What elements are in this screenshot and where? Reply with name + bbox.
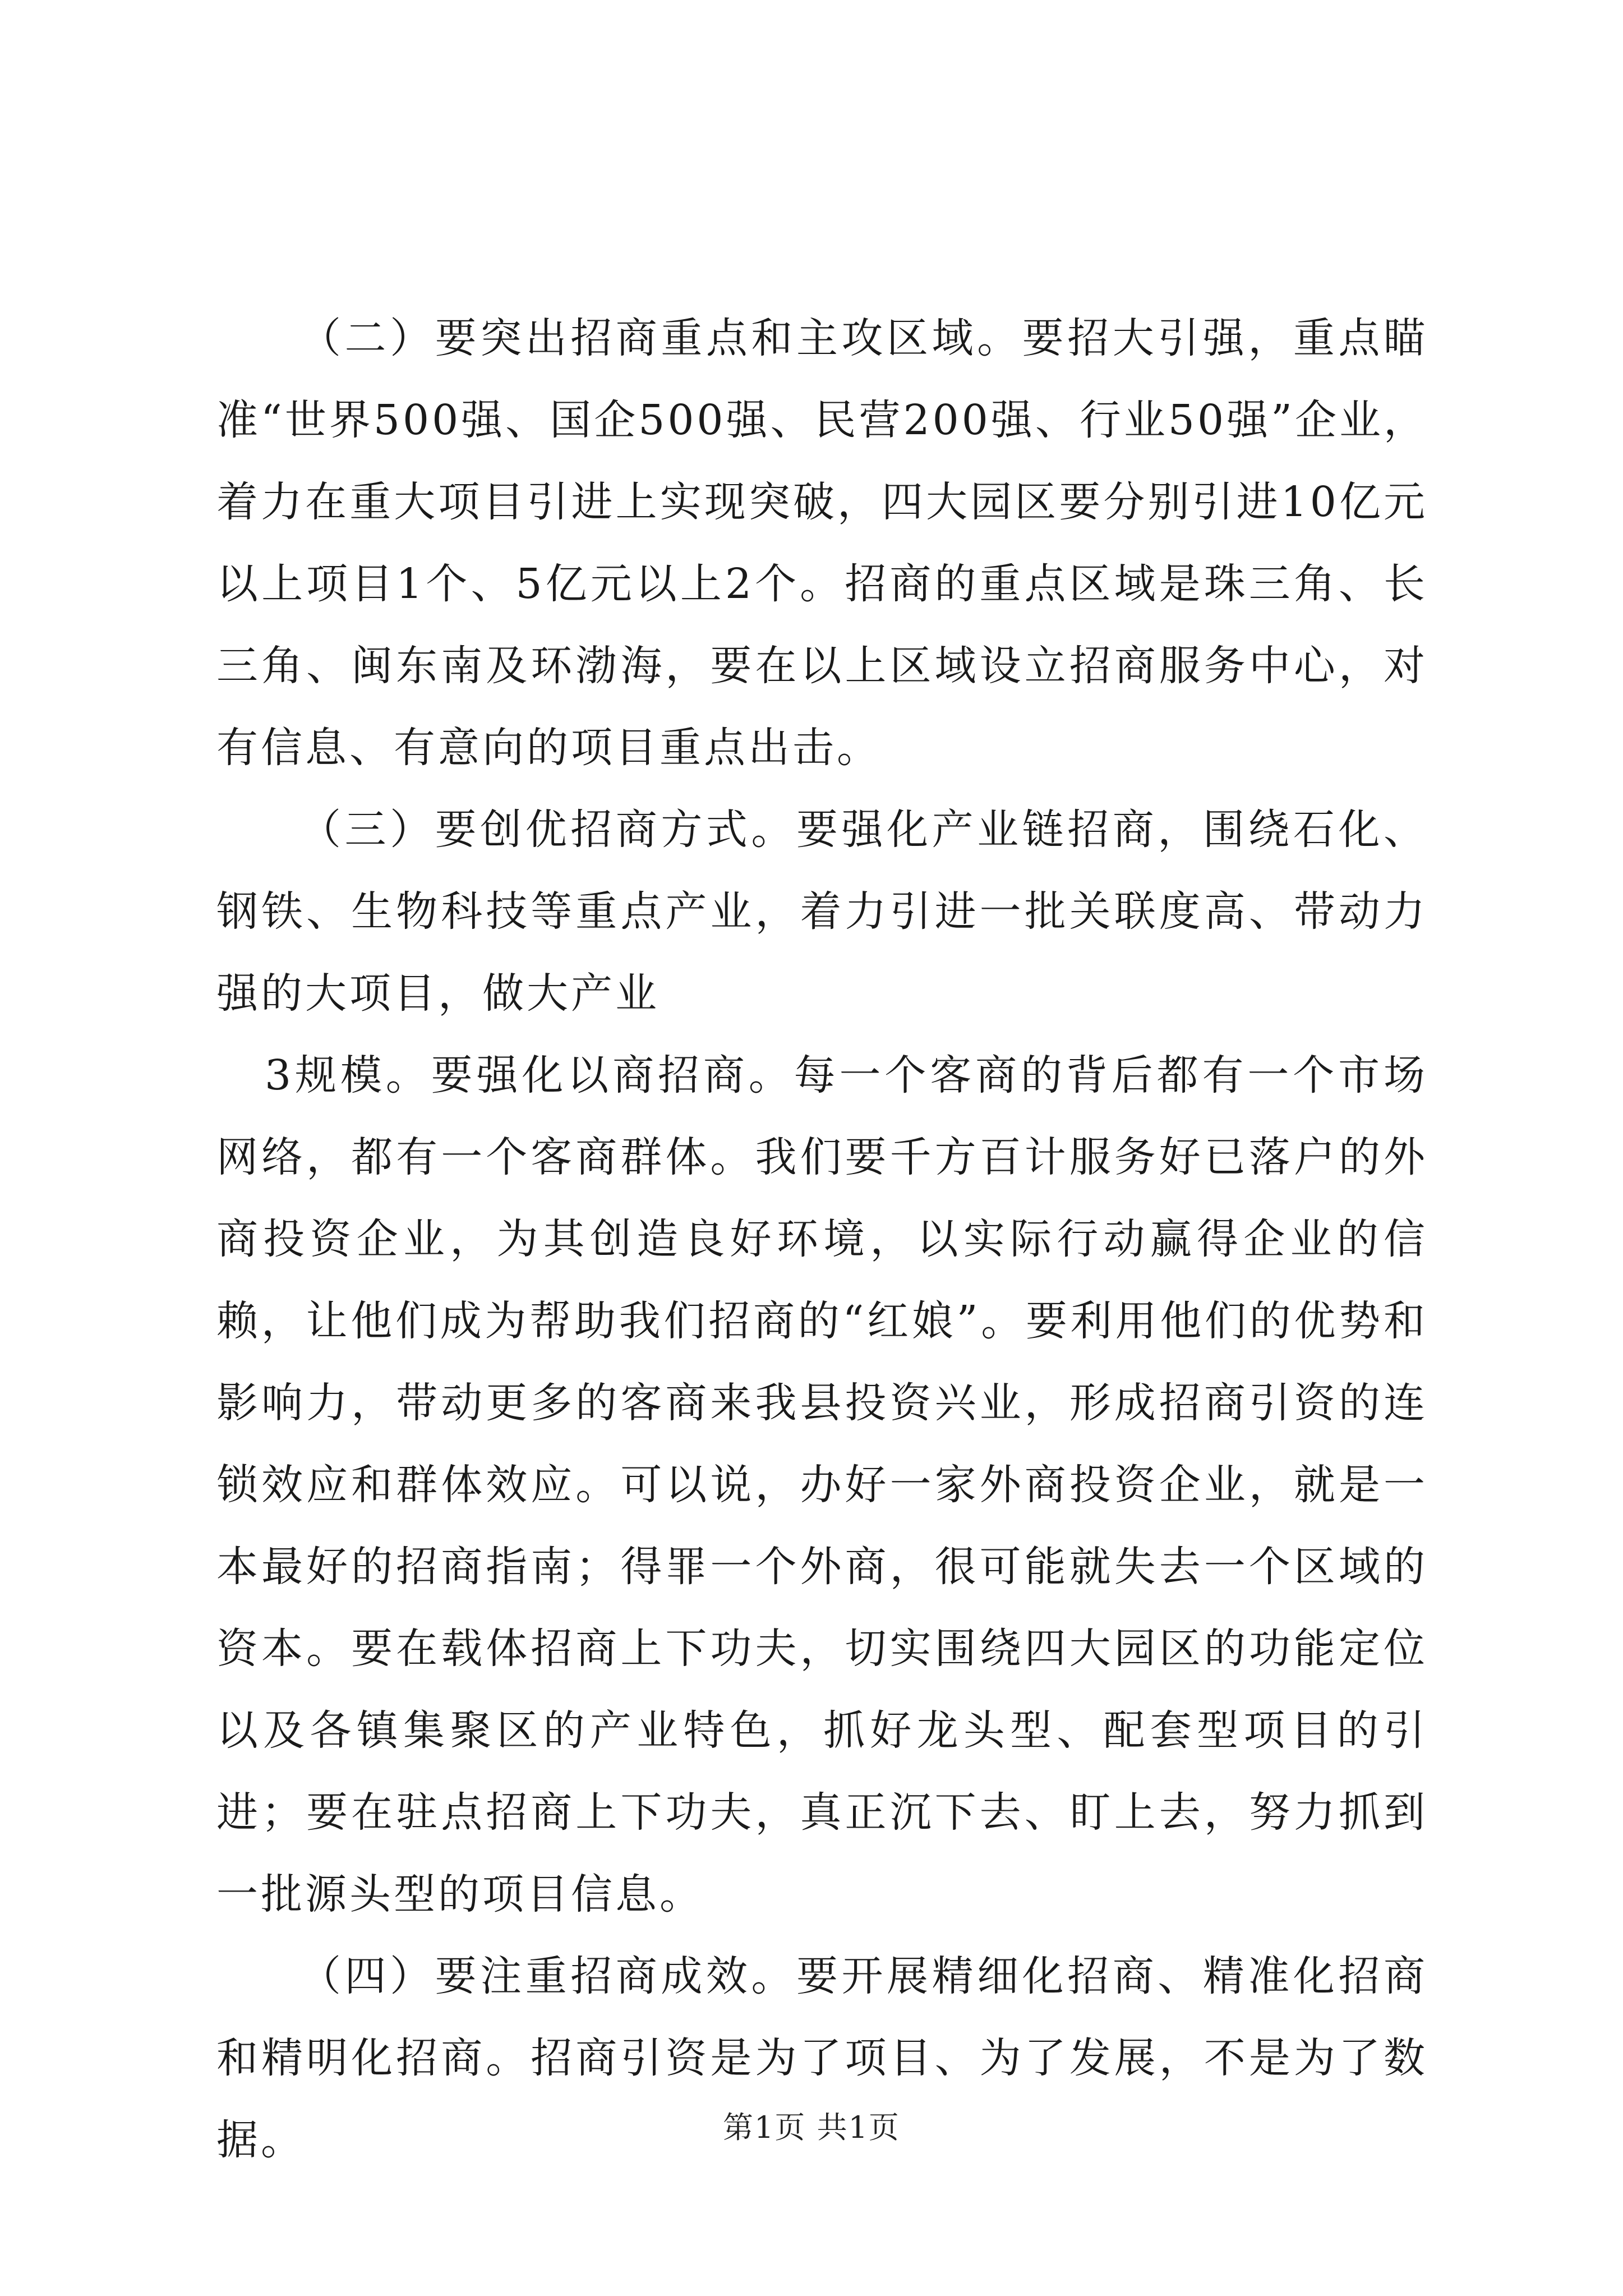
paragraph-3: （三）要创优招商方式。要强化产业链招商，围绕石化、钢铁、生物科技等重点产业，着力引进一批关联度高、带动力强的大项目，做大产业 (216, 806, 1428, 1018)
document-body (216, 297, 1428, 2181)
paragraph-2: （二）要突出招商重点和主攻区域。要招大引强，重点瞄准“世界500强、国企500强、民营200强、行业50强”企业，着力在重大项目引进上实现突破，四大园区要分别引进10亿元以上项目1个、5亿元以上2个。招商的重点区域是珠三角、长三角、闽东南及环渤海，要在以上区域设立招商服务中心，对有信息、有意向的项目重点出击。 (216, 314, 1428, 772)
paragraph-4: （四）要注重招商成效。要开展精细化招商、精准化招商和精明化招商。招商引资是为了项目、为了发展，不是为了数据。 (216, 1952, 1428, 2164)
page-footer: 第1页 共1页 (723, 2110, 900, 2145)
paragraph-3-continued: 3规模。要强化以商招商。每一个客商的背后都有一个市场网络，都有一个客商群体。我们要千方百计服务好已落户的外商投资企业，为其创造良好环境，以实际行动赢得企业的信赖，让他们成为帮助我们招商的“红娘”。要利用他们的优势和影响力，带动更多的客商来我县投资兴业，形成招商引资的连锁效应和群体效应。可以说，办好一家外商投资企业，就是一本最好的招商指南；得罪一个外商，很可能就失去一个区域的资本。要在载体招商上下功夫，切实围绕四大园区的功能定位以及各镇集聚区的产业特色，抓好龙头型、配套型项目的引进；要在驻点招商上下功夫，真正沉下去、盯上去，努力抓到一批源头型的项目信息。 (216, 1051, 1428, 1918)
